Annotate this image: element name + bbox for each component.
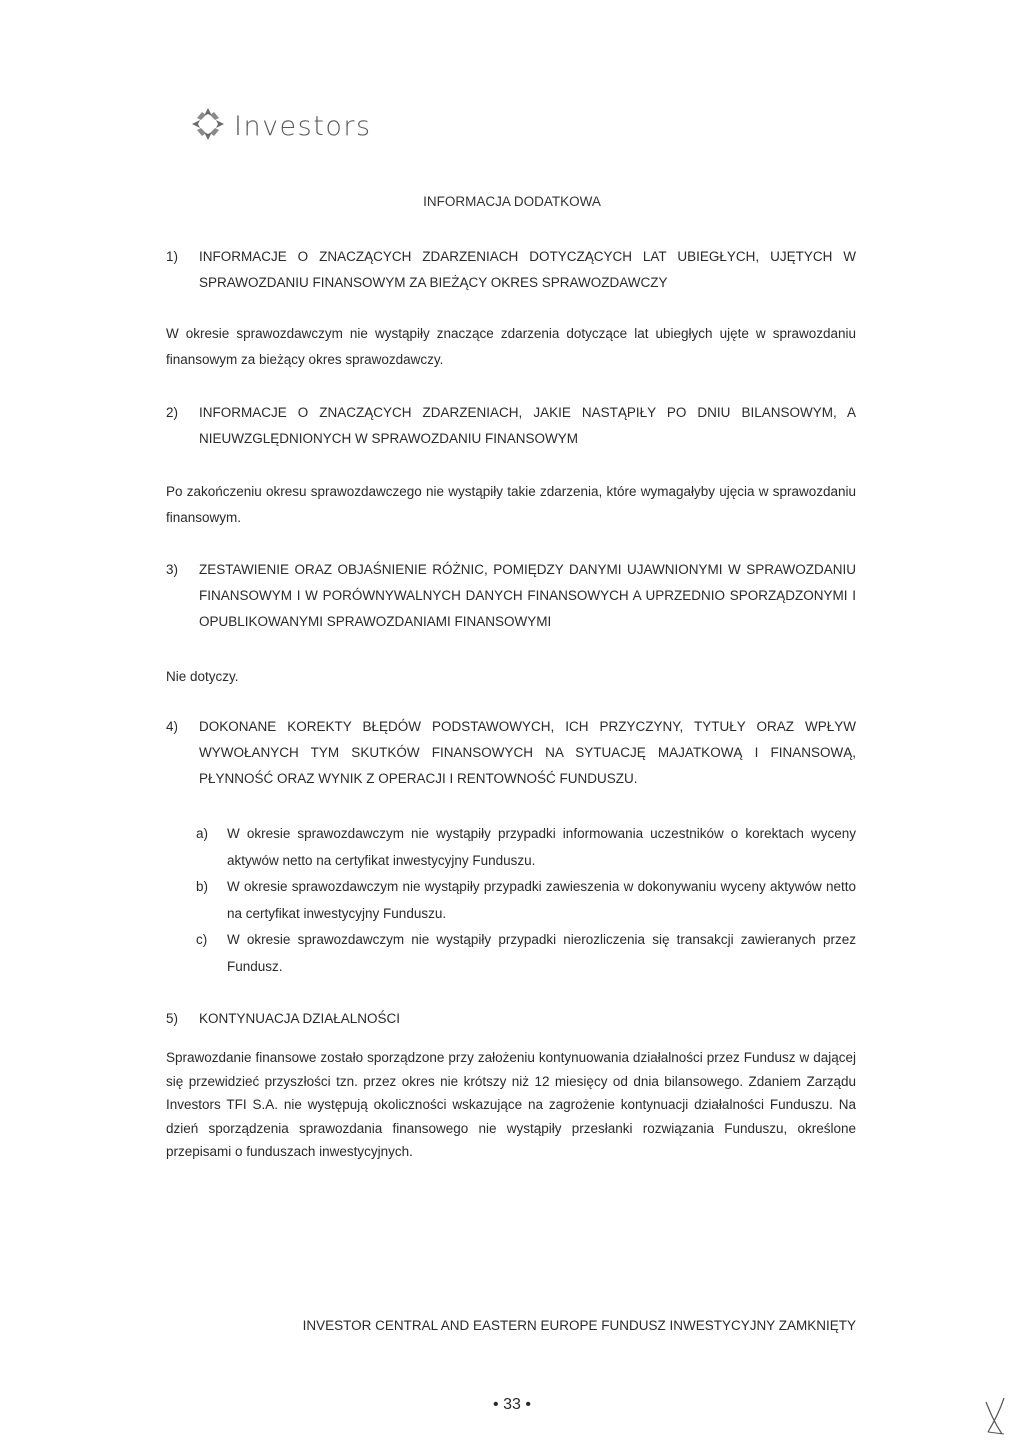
document-title: INFORMACJA DODATKOWA [423,194,601,209]
fund-name-footer: INVESTOR CENTRAL AND EASTERN EUROPE FUNDUSZ INWESTYCYJNY ZAMKNIĘTY [302,1318,856,1333]
section-heading-text: ZESTAWIENIE ORAZ OBJAŚNIENIE RÓŻNIC, POMIĘDZY DANYMI UJAWNIONYMI W SPRAWOZDANIU FINANSOWYM I W PORÓWNYWALNYCH DANYCH FINANSOWYCH A UPRZEDNIO SPORZĄDZONYMI I OPUBLIKOWANYMI SPRAWOZDANIAMI FINANSOWYMI [199,562,856,629]
section-2-body: Po zakończeniu okresu sprawozdawczego nie wystąpiły takie zdarzenia, które wymagałyby ujęcia w sprawozdaniu finansowym. [166,484,856,525]
section-heading-text: DOKONANE KOREKTY BŁĘDÓW PODSTAWOWYCH, ICH PRZYCZYNY, TYTUŁY ORAZ WPŁYW WYWOŁANYCH TYM SKUTKÓW FINANSOWYCH NA SYTUACJĘ MAJATKOWĄ I FINANSOWĄ, PŁYNNOŚĆ ORAZ WYNIK Z OPERACJI I RENTOWNOŚĆ FUNDUSZU. [199,719,856,786]
section-4-item-b [196,874,856,927]
company-logo [190,106,372,147]
section-3-heading [166,557,856,635]
item-text: W okresie sprawozdawczym nie wystąpiły przypadki nierozliczenia się transakcji zawieranych przez Fundusz. [227,932,856,974]
section-1-heading [166,244,856,296]
item-text: W okresie sprawozdawczym nie wystąpiły przypadki informowania uczestników o korektach wyceny aktywów netto na certyfikat inwestycyjny Funduszu. [227,826,856,868]
logo-text: Investors [234,111,372,142]
section-4-item-c [196,927,856,980]
section-heading-text: INFORMACJE O ZNACZĄCYCH ZDARZENIACH DOTYCZĄCYCH LAT UBIEGŁYCH, UJĘTYCH W SPRAWOZDANIU FINANSOWYM ZA BIEŻĄCY OKRES SPRAWOZDAWCZY [199,249,856,290]
item-letter: b) [196,879,209,894]
section-heading-text: INFORMACJE O ZNACZĄCYCH ZDARZENIACH, JAKIE NASTĄPIŁY PO DNIU BILANSOWYM, A NIEUWZGLĘDNIONYCH W SPRAWOZDANIU FINANSOWYM [199,405,856,446]
page-number: • 33 • [493,1396,531,1413]
investors-logo-icon [190,106,226,147]
section-heading-text: KONTYNUACJA DZIAŁALNOŚCI [199,1011,401,1026]
section-3-body: Nie dotyczy. [166,669,239,684]
item-text: W okresie sprawozdawczym nie wystąpiły przypadki zawieszenia w dokonywaniu wyceny aktywów netto na certyfikat inwestycyjny Funduszu. [227,879,856,921]
section-2-heading [166,400,856,452]
section-number: 1) [166,249,179,264]
section-4-item-a [196,821,856,874]
section-number: 4) [166,719,179,734]
item-letter: c) [196,932,208,947]
section-1-body: W okresie sprawozdawczym nie wystąpiły znaczące zdarzenia dotyczące lat ubiegłych ujęte w sprawozdaniu finansowym za bieżący okres sprawozdawczy. [166,326,856,367]
section-number: 3) [166,562,179,577]
section-5-heading [166,1006,856,1032]
section-4-heading [166,714,856,792]
section-number: 5) [166,1011,179,1026]
section-5-body: Sprawozdanie finansowe zostało sporządzone przy założeniu kontynuowania działalności przez Fundusz w dającej się przewidzieć przyszłości tzn. przez okres nie krótszy niż 12 miesięcy od dnia bilansowego. Zdaniem Zarządu Investors TFI S.A. nie występują okoliczności wskazujące na zagrożenie kontynuacji działalności Funduszu. Na dzień sporządzenia sprawozdania finansowego nie wystąpiły przesłanki rozwiązania Funduszu, określone przepisami o funduszach inwestycyjnych. [166,1050,856,1159]
section-number: 2) [166,405,179,420]
item-letter: a) [196,826,209,841]
handwritten-initial-icon [980,1394,1010,1443]
